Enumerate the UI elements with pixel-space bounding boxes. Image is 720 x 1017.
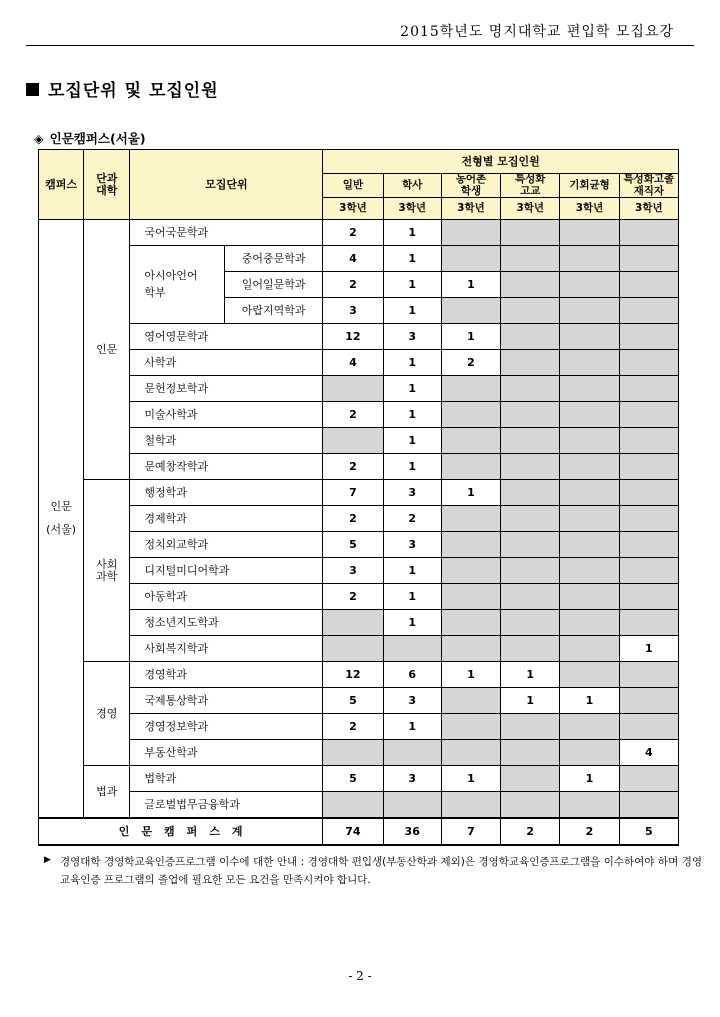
quota-cell [560,246,619,272]
total-cell: 2 [560,818,619,845]
table-row [39,220,679,246]
quota-cell [560,376,619,402]
table-row [39,584,679,610]
quota-cell: 1 [441,324,500,350]
quota-cell [619,506,678,532]
total-cell: 36 [383,818,441,845]
quota-cell [560,298,619,324]
quota-cell [501,402,560,428]
quota-cell: 1 [441,272,500,298]
quota-cell: 1 [383,402,441,428]
table-row [39,454,679,480]
quota-cell: 5 [323,766,383,792]
quota-cell [619,428,678,454]
unit-name: 미술사학과 [130,402,323,428]
unit-name: 국어국문학과 [130,220,323,246]
college-business: 경영 [84,662,130,766]
table-row [39,636,679,662]
quota-cell: 2 [323,584,383,610]
table-row [39,350,679,376]
unit-name: 행정학과 [130,480,323,506]
table-row [39,480,679,506]
quota-cell: 2 [323,220,383,246]
quota-cell [501,454,560,480]
square-bullet-icon [26,83,39,96]
quota-cell [560,402,619,428]
quota-cell [619,610,678,636]
quota-cell [619,532,678,558]
college-social-science: 사회 과학 [84,480,130,662]
quota-cell: 2 [323,454,383,480]
table-row [39,428,679,454]
quota-cell [501,558,560,584]
diamond-bullet-icon: ◈ [34,131,44,146]
quota-cell: 1 [619,636,678,662]
quota-cell: 3 [383,532,441,558]
unit-name: 경제학과 [130,506,323,532]
quota-cell [441,454,500,480]
quota-cell: 1 [501,688,560,714]
quota-cell: 3 [383,688,441,714]
table-row [39,662,679,688]
unit-name: 경영학과 [130,662,323,688]
section-title [26,76,219,101]
quota-cell [501,714,560,740]
unit-name: 사회복지학과 [130,636,323,662]
quota-cell: 3 [323,298,383,324]
quota-cell: 2 [383,506,441,532]
quota-cell [560,636,619,662]
quota-cell: 3 [383,480,441,506]
quota-cell [441,220,500,246]
quota-cell [501,350,560,376]
quota-cell [441,584,500,610]
table-row [39,558,679,584]
quota-cell [560,428,619,454]
quota-cell [560,532,619,558]
quota-cell [501,740,560,766]
unit-name: 영어영문학과 [130,324,323,350]
quota-cell: 4 [323,350,383,376]
college-humanities: 인문 [84,220,130,480]
unit-name: 문예창작학과 [130,454,323,480]
quota-cell [501,532,560,558]
quota-cell [323,740,383,766]
quota-cell: 1 [383,246,441,272]
table-row [39,506,679,532]
header-year-5: 3학년 [560,198,619,220]
quota-cell: 2 [323,272,383,298]
quota-cell: 2 [323,506,383,532]
quota-cell [619,792,678,819]
quota-cell [383,740,441,766]
quota-cell: 4 [619,740,678,766]
quota-cell: 7 [323,480,383,506]
header-year-2: 3학년 [383,198,441,220]
quota-cell [560,610,619,636]
quota-cell [441,714,500,740]
quota-cell [560,714,619,740]
quota-cell [560,506,619,532]
quota-cell: 1 [383,220,441,246]
page-number: - 2 - [348,969,372,983]
quota-cell [323,792,383,819]
quota-cell [441,532,500,558]
quota-cell [619,584,678,610]
quota-cell [619,766,678,792]
quota-cell: 1 [441,480,500,506]
quota-cell: 1 [383,558,441,584]
header-unit: 모집단위 [130,150,323,220]
quota-cell [501,428,560,454]
unit-name: 부동산학과 [130,740,323,766]
quota-cell: 1 [383,610,441,636]
quota-cell [560,662,619,688]
quota-cell [441,792,500,819]
quota-cell: 3 [323,558,383,584]
quota-cell [501,246,560,272]
quota-cell: 2 [323,714,383,740]
quota-cell [501,324,560,350]
quota-cell: 12 [323,324,383,350]
header-college: 단과 대학 [84,150,130,220]
quota-cell [501,220,560,246]
quota-cell [560,272,619,298]
total-cell: 7 [441,818,500,845]
quota-cell [383,636,441,662]
quota-cell [619,298,678,324]
table-row [39,532,679,558]
quota-cell [619,220,678,246]
quota-cell [441,506,500,532]
header-type-4: 특성화 고교 [501,174,560,198]
quota-cell [619,688,678,714]
quota-cell [441,246,500,272]
section-title-text: 모집단위 및 모집인원 [48,81,219,101]
header-group: 전형별 모집인원 [323,150,679,174]
quota-cell [560,792,619,819]
table-row [39,324,679,350]
unit-name: 사학과 [130,350,323,376]
quota-cell: 3 [383,324,441,350]
header-year-1: 3학년 [323,198,383,220]
quota-cell [619,454,678,480]
header-type-1: 일반 [323,174,383,198]
unit-name: 중어중문학과 [224,246,322,272]
quota-cell: 1 [383,272,441,298]
quota-cell: 1 [441,766,500,792]
quota-cell [560,324,619,350]
unit-name: 청소년지도학과 [130,610,323,636]
quota-cell [560,350,619,376]
quota-cell [323,636,383,662]
quota-cell [560,558,619,584]
table-row [39,740,679,766]
quota-cell: 1 [501,662,560,688]
quota-cell [441,402,500,428]
quota-cell [619,272,678,298]
quota-cell [560,480,619,506]
header-type-6: 특성화고졸 재직자 [619,174,678,198]
quota-cell [501,376,560,402]
quota-cell [560,220,619,246]
table-row [39,688,679,714]
quota-cell: 1 [441,662,500,688]
quota-cell [501,480,560,506]
quota-cell: 1 [383,350,441,376]
quota-cell [441,298,500,324]
quota-cell [619,376,678,402]
subsection-title-text: 인문캠퍼스(서울) [49,131,146,146]
header-year-3: 3학년 [441,198,500,220]
quota-cell: 1 [383,428,441,454]
unit-name: 아랍지역학과 [224,298,322,324]
quota-cell [441,610,500,636]
quota-cell [441,740,500,766]
quota-cell: 5 [323,532,383,558]
unit-name: 경영정보학과 [130,714,323,740]
header-year-6: 3학년 [619,198,678,220]
quota-cell [501,766,560,792]
quota-cell: 3 [383,766,441,792]
quota-cell [501,506,560,532]
quota-cell [619,714,678,740]
quota-cell: 2 [323,402,383,428]
dept-asia-languages: 아시아언어 학부 [130,246,224,324]
quota-cell: 5 [323,688,383,714]
header-campus: 캠퍼스 [39,150,84,220]
quota-cell [560,584,619,610]
quota-cell [383,792,441,819]
quota-cell: 12 [323,662,383,688]
quota-cell: 6 [383,662,441,688]
quota-cell [501,792,560,819]
quota-cell [501,636,560,662]
quota-cell [323,376,383,402]
quota-cell [619,402,678,428]
triangle-bullet-icon: ▶ [44,855,51,865]
quota-cell [441,428,500,454]
total-cell: 74 [323,818,383,845]
quota-cell [619,480,678,506]
quota-cell: 1 [560,766,619,792]
quota-cell: 1 [560,688,619,714]
quota-cell [619,350,678,376]
document-header-title: 2015학년도 명지대학교 편입학 모집요강 [400,24,674,40]
admission-quota-table [38,149,679,846]
quota-cell: 1 [383,298,441,324]
campus-cell: 인문 (서울) [39,220,84,819]
unit-name: 철학과 [130,428,323,454]
header-year-4: 3학년 [501,198,560,220]
quota-cell [501,584,560,610]
table-row [39,792,679,819]
total-cell: 5 [619,818,678,845]
header-divider [26,45,694,46]
total-row [39,818,679,845]
quota-cell: 1 [383,584,441,610]
quota-cell [441,558,500,584]
quota-cell [323,428,383,454]
quota-cell [501,298,560,324]
quota-cell [560,454,619,480]
subsection-title [34,129,146,147]
table-row [39,714,679,740]
unit-name: 아동학과 [130,584,323,610]
header-type-2: 학사 [383,174,441,198]
quota-cell: 1 [383,376,441,402]
total-cell: 2 [501,818,560,845]
quota-cell [323,610,383,636]
note-text: 경영대학 경영학교육인증프로그램 이수에 대한 안내 : 경영대학 편입생(부동산학과 제외)은 경영학교육인증프로그램을 이수하여야 하며 경영교육인증 프로그램의 졸업에 필요한 모든 요건을 만족시켜야 합니다. [60,856,702,887]
total-label: 인문캠퍼스계 [39,818,323,845]
quota-cell [501,272,560,298]
quota-cell [560,740,619,766]
unit-name: 디지털미디어학과 [130,558,323,584]
quota-cell [619,558,678,584]
unit-name: 법학과 [130,766,323,792]
table-row [39,766,679,792]
quota-cell: 4 [323,246,383,272]
table-row [39,402,679,428]
unit-name: 글로벌법무금융학과 [130,792,323,819]
unit-name: 일어일문학과 [224,272,322,298]
quota-cell [619,246,678,272]
quota-cell [441,636,500,662]
quota-cell: 1 [383,714,441,740]
quota-cell [619,662,678,688]
unit-name: 정치외교학과 [130,532,323,558]
header-type-3: 농어촌 학생 [441,174,500,198]
table-row [39,376,679,402]
quota-cell [501,610,560,636]
table-row [39,610,679,636]
header-type-5: 기회균형 [560,174,619,198]
unit-name: 국제통상학과 [130,688,323,714]
quota-cell [619,324,678,350]
quota-cell: 2 [441,350,500,376]
business-certification-note [44,853,702,890]
unit-name: 문헌정보학과 [130,376,323,402]
table-row [39,246,679,272]
college-law: 법과 [84,766,130,819]
quota-cell [441,688,500,714]
quota-cell [441,376,500,402]
quota-cell: 1 [383,454,441,480]
